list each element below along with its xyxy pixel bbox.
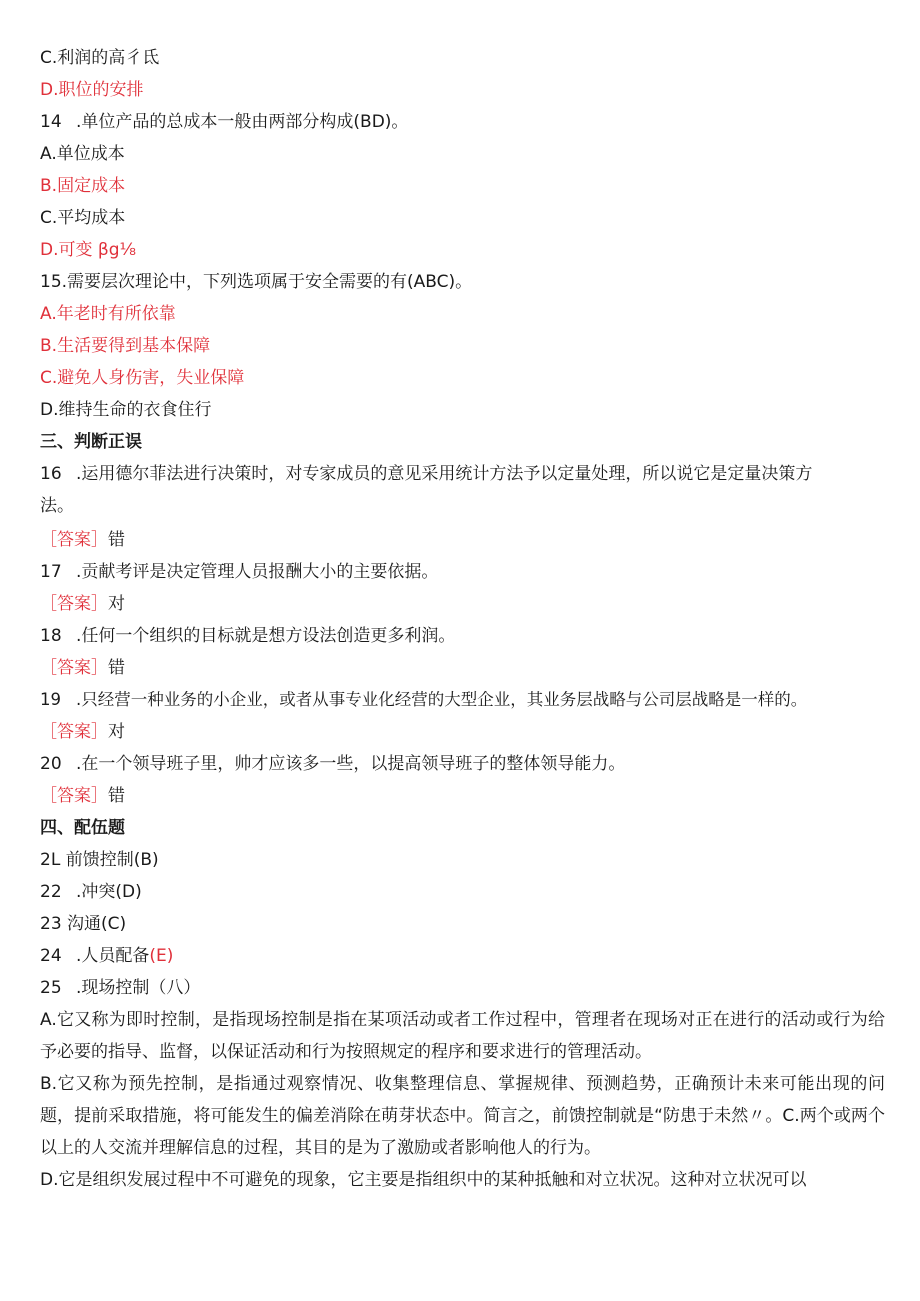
q21-item: 2L 前馈控制(B) (40, 850, 159, 870)
q24-number: 24 (40, 946, 62, 966)
q19-number: 19 (40, 690, 61, 709)
answer-label: ［答案］ (40, 594, 108, 614)
q16-stem-line2: 法。 (40, 496, 74, 516)
answer-value: 错 (108, 786, 125, 806)
answer-label: ［答案］ (40, 722, 108, 742)
q14-option-a: A.单位成本 (40, 144, 125, 164)
q14-stem-text: .单位产品的总成本一般由两部分构成(BD)。 (76, 112, 409, 132)
matching-option-d: D.它是组织发展过程中不可避免的现象，它主要是指组织中的某种抵触和对立状况。这种对立状况可以 (40, 1170, 807, 1190)
answer-label: ［答案］ (40, 786, 108, 806)
matching-option-b-c: B.它又称为预先控制，是指通过观察情况、收集整理信息、掌握规律、预测趋势，正确预计未来可能出现的问题，提前采取措施，将可能发生的偏差消除在萌芽状态中。简言之，前馈控制就是“防患于未然〃。C.两个或两个以上的人交流并理解信息的过程，其目的是为了激励或者影响他人的行为。 (40, 1074, 885, 1158)
q18-stem (40, 625, 455, 647)
answer-value: 对 (108, 594, 125, 614)
q14-option-c: C.平均成本 (40, 208, 126, 228)
section-3-heading: 三、判断正误 (40, 432, 142, 452)
q20-number: 20 (40, 754, 62, 774)
q14-option-b-correct: B.固定成本 (40, 176, 126, 196)
q18-stem-text: .任何一个组织的目标就是想方设法创造更多利润。 (76, 626, 456, 646)
q16-stem-line1 (40, 463, 812, 485)
answer-value: 错 (108, 658, 125, 678)
q16-number: 16 (40, 464, 62, 484)
q15-stem: 15.需要层次理论中，下列选项属于安全需要的有(ABC)。 (40, 272, 473, 292)
q22-number: 22 (40, 882, 62, 902)
q17-number: 17 (40, 562, 62, 582)
q20-stem-text: .在一个领导班子里，帅才应该多一些，以提高领导班子的整体领导能力。 (76, 754, 626, 774)
q16-stem-text: .运用德尔菲法进行决策时，对专家成员的意见采用统计方法予以定量处理，所以说它是定量决策方 (76, 464, 813, 484)
q13-option-d-correct: D.职位的安排 (40, 80, 144, 100)
matching-option-a: A.它又称为即时控制，是指现场控制是指在某项活动或者工作过程中，管理者在现场对正在进行的活动或行为给予必要的指导、监督，以保证活动和行为按照规定的程序和要求进行的管理活动。 (40, 1010, 885, 1062)
answer-value: 对 (108, 722, 125, 742)
q17-answer (40, 593, 125, 615)
q25-item (40, 977, 200, 999)
q13-option-c: C.利润的高彳氐 (40, 48, 160, 68)
q14-number: 14 (40, 112, 62, 132)
q24-text: .人员配备 (76, 946, 150, 966)
q15-option-d: D.维持生命的衣食住行 (40, 400, 212, 420)
q15-option-b-correct: B.生活要得到基本保障 (40, 336, 211, 356)
q18-number: 18 (40, 626, 62, 646)
q15-option-c-correct: C.避免人身伤害，失业保障 (40, 368, 245, 388)
q16-answer (40, 529, 125, 551)
q20-answer (40, 785, 125, 807)
q25-text: .现场控制（八） (76, 978, 201, 998)
q17-stem (40, 561, 438, 583)
q22-item (40, 881, 142, 903)
answer-value: 错 (108, 530, 125, 550)
q19-stem (40, 689, 807, 711)
q17-stem-text: .贡献考评是决定管理人员报酬大小的主要依据。 (76, 562, 439, 582)
q24-answer: (E) (149, 946, 174, 966)
q24-item (40, 945, 173, 967)
q14-stem (40, 111, 408, 133)
q18-answer (40, 657, 125, 679)
answer-label: ［答案］ (40, 530, 108, 550)
q20-stem (40, 753, 625, 775)
answer-label: ［答案］ (40, 658, 108, 678)
q19-stem-text: .只经营一种业务的小企业，或者从事专业化经营的大型企业，其业务层战略与公司层战略是一样的。 (76, 690, 808, 709)
q14-option-d-correct: D.可变 βg⅛ (40, 240, 137, 260)
q15-option-a-correct: A.年老时有所依靠 (40, 304, 176, 324)
section-4-heading: 四、配伍题 (40, 818, 125, 838)
q22-text: .冲突(D) (76, 882, 142, 902)
q19-answer (40, 721, 125, 743)
q23-item: 23 沟通(C) (40, 914, 127, 934)
q25-number: 25 (40, 978, 62, 998)
